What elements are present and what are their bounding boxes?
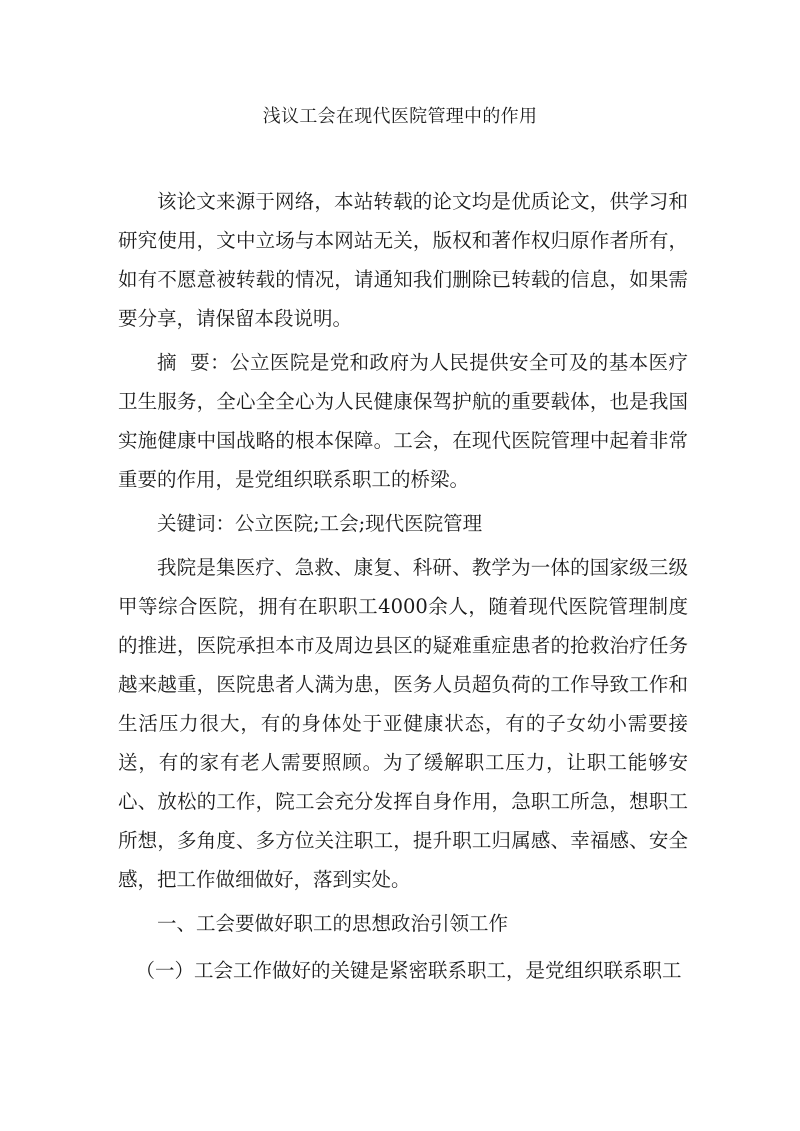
subsection-heading-1: （一）工会工作做好的关键是紧密联系职工，是党组织联系职工 [135, 959, 682, 982]
disclaimer-paragraph: 该论文来源于网络，本站转载的论文均是优质论文，供学习和研究使用，文中立场与本网站无关，版权和著作权归原作者所有，如有不愿意被转载的情况，请通知我们删除已转载的信息，如果需要分享，请保留本段说明。 [118, 190, 688, 330]
abstract-paragraph: 摘 要：公立医院是党和政府为人民提供安全可及的基本医疗卫生服务，全心全全心为人民健康保驾护航的重要载体，也是我国实施健康中国战略的根本保障。工会，在现代医院管理中起着非常重要的作用，是党组织联系职工的桥梁。 [118, 351, 688, 491]
keywords-paragraph: 关键词：公立医院;工会;现代医院管理 [157, 512, 483, 535]
document-title: 浅议工会在现代医院管理中的作用 [262, 106, 538, 127]
document-body [118, 182, 688, 995]
section-heading-1: 一、工会要做好职工的思想政治引领工作 [157, 912, 509, 935]
intro-paragraph: 我院是集医疗、急救、康复、科研、教学为一体的国家级三级甲等综合医院，拥有在职职工4000余人，随着现代医院管理制度的推进，医院承担本市及周边县区的疑难重症患者的抢救治疗任务越来越重，医院患者人满为患，医务人员超负荷的工作导致工作和生活压力很大，有的身体处于亚健康状态，有的子女幼小需要接送，有的家有老人需要照顾。为了缓解职工压力，让职工能够安心、放松的工作，院工会充分发挥自身作用，急职工所急，想职工所想，多角度、多方位关注职工，提升职工归属感、幸福感、安全感，把工作做细做好，落到实处。 [118, 556, 688, 891]
